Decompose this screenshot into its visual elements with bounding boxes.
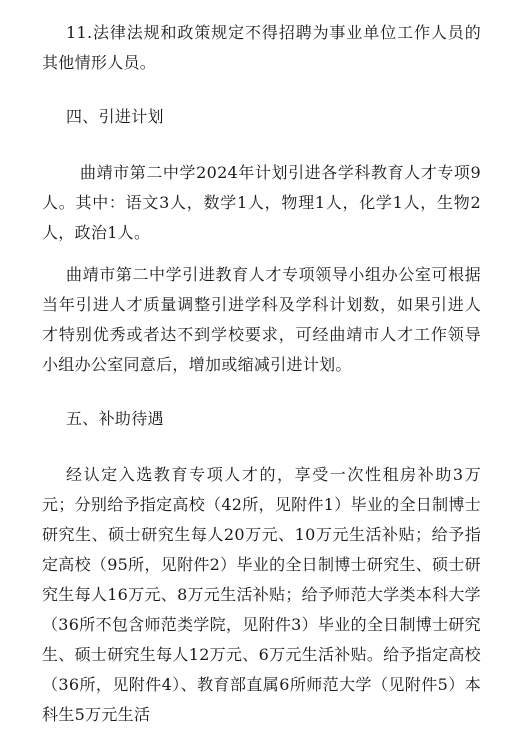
paragraph-recruitment-quota: 曲靖市第二中学2024年计划引进各学科教育人才专项9人。其中：语文3人，数学1人，物理1人，化学1人，生物2人，政治1人。 [42, 163, 481, 242]
section-heading-subsidies: 五、补助待遇 [66, 409, 164, 428]
paragraph-plan-adjustment: 曲靖市第二中学引进教育人才专项领导小组办公室可根据当年引进人才质量调整引进学科及学科计划数，如果引进人才特别优秀或者达不到学校要求，可经曲靖市人才工作领导小组办公室同意后，增加或缩减引进计划。 [42, 265, 481, 374]
paragraph-subsidy-details: 经认定入选教育专项人才的，享受一次性租房补助3万元；分别给予指定高校（42所，见附件1）毕业的全日制博士研究生、硕士研究生每人20万元、10万元生活补贴；给予指定高校（95所，见附件2）毕业的全日制博士研究生、硕士研究生每人16万元、8万元生活补贴；给予师范大学类本科大学（36所不包含师范类学院，见附件3）毕业的全日制博士研究生、硕士研究生每人12万元、6万元生活补贴。给予指定高校（36所，见附件4）、教育部直属6所师范大学（见附件5）本科生5万元生活 [42, 465, 481, 724]
paragraph-disqualification-item-11: 11.法律法规和政策规定不得招聘为事业单位工作人员的其他情形人员。 [42, 23, 481, 72]
section-heading-recruitment-plan: 四、引进计划 [66, 107, 164, 126]
